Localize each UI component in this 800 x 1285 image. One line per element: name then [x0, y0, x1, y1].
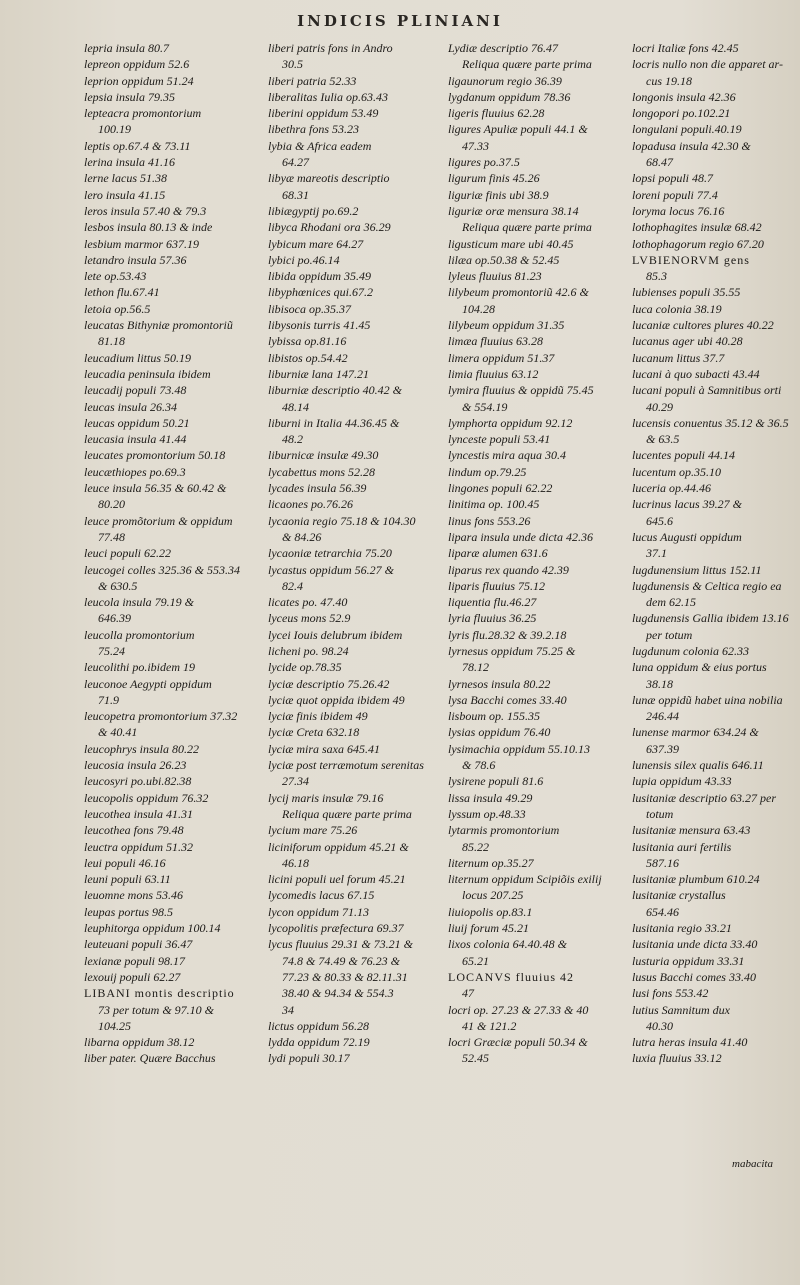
index-entry: lepreon oppidum 52.6	[84, 57, 190, 72]
index-entry: totum	[646, 806, 674, 821]
index-entry: 637.39	[646, 741, 679, 756]
index-entry: lexianæ populi 98.17	[84, 953, 185, 968]
index-entry: 100.19	[98, 122, 131, 137]
index-entry: lyrnesos insula 80.22	[448, 676, 551, 691]
index-entry: lycide op.78.35	[268, 660, 342, 675]
index-entry: 64.27	[282, 155, 309, 170]
index-entry: liciniforum oppidum 45.21 &	[268, 839, 409, 854]
index-entry: lysias oppidum 76.40	[448, 725, 551, 740]
index-entry: linus fons 553.26	[448, 513, 531, 528]
index-entry: 104.28	[462, 301, 495, 316]
index-entry: 65.21	[462, 953, 489, 968]
index-entry: lunensis silex qualis 646.11	[632, 758, 764, 773]
index-column-3	[448, 40, 630, 1067]
index-entry: lepria insula 80.7	[84, 41, 170, 55]
index-entry: lybici po.46.14	[268, 252, 340, 267]
index-entry: LOCANVS fluuius 42	[448, 969, 575, 984]
index-entry: lerina insula 41.16	[84, 155, 176, 170]
index-entry: 68.31	[282, 187, 309, 202]
index-entry: lothophagorum regio 67.20	[632, 236, 764, 251]
index-entry: liguriæ finis ubi 38.9	[448, 187, 549, 202]
index-entry: leuce insula 56.35 & 60.42 &	[84, 481, 227, 496]
index-entry: lycaoniæ tetrarchia 75.20	[268, 546, 392, 561]
index-entry: lycus fluuius 29.31 & 73.21 &	[268, 937, 413, 952]
index-entry: lutra heras insula 41.40	[632, 1035, 748, 1050]
index-entry: lycei Iouis delubrum ibidem	[268, 627, 403, 642]
index-entry: liuij forum 45.21	[448, 921, 530, 936]
index-entry: 37.1	[646, 546, 667, 561]
index-entry: lutius Samnitum dux	[632, 1002, 730, 1017]
index-entry: 47.33	[462, 138, 489, 153]
index-column-1	[84, 40, 266, 1067]
index-entry: lyssum op.48.33	[448, 806, 526, 821]
index-entry: locri Græciæ populi 50.34 &	[448, 1035, 588, 1050]
index-entry: dem 62.15	[646, 595, 696, 610]
index-entry: 27.34	[282, 774, 309, 789]
index-entry: lusi fons 553.42	[632, 986, 709, 1001]
index-entry: 646.39	[98, 611, 131, 626]
index-entry: letoia op.56.5	[84, 301, 151, 316]
index-entry: 40.29	[646, 399, 673, 414]
index-entry: lyria fluuius 36.25	[448, 611, 537, 626]
index-entry: lusitania auri fertilis	[632, 839, 732, 854]
index-entry: leuconoe Aegypti oppidum	[84, 676, 212, 691]
index-entry: lusus Bacchi comes 33.40	[632, 969, 756, 984]
index-entry: lingones populi 62.22	[448, 481, 553, 496]
index-entry: lucrinus lacus 39.27 &	[632, 497, 742, 512]
index-entry: longulani populi.40.19	[632, 122, 742, 137]
index-entry: liternum op.35.27	[448, 855, 534, 870]
index-entry: 48.14	[282, 399, 309, 414]
index-column-4	[632, 40, 800, 1067]
index-entry: leupas portus 98.5	[84, 904, 174, 919]
index-entry: leucothea fons 79.48	[84, 823, 184, 838]
index-entry: lucensis conuentus 35.12 & 36.5	[632, 415, 789, 430]
index-entry: liquentia flu.46.27	[448, 595, 537, 610]
index-entry: lucentum op.35.10	[632, 464, 721, 479]
index-entry: 81.18	[98, 334, 125, 349]
index-entry: libarna oppidum 38.12	[84, 1035, 195, 1050]
index-entry: linitima op. 100.45	[448, 497, 540, 512]
index-entry: libyæ mareotis descriptio	[268, 171, 390, 186]
index-entry: lilybeum oppidum 31.35	[448, 318, 565, 333]
index-entry: leucogei colles 325.36 & 553.34	[84, 562, 240, 577]
index-entry: leucas oppidum 50.21	[84, 415, 190, 430]
index-entry: LVBIENORVM gens	[632, 252, 750, 267]
index-entry: lilybeum promontoriũ 42.6 &	[448, 285, 589, 300]
index-entry: lycades insula 56.39	[268, 481, 367, 496]
index-entry: licates po. 47.40	[268, 595, 348, 610]
index-entry: Reliqua quære parte prima	[282, 806, 412, 821]
index-entry: lyncestis mira aqua 30.4	[448, 448, 566, 463]
index-entry: 78.12	[462, 660, 489, 675]
index-entry: lusitaniæ plumbum 610.24	[632, 872, 760, 887]
index-entry: 40.30	[646, 1018, 673, 1033]
index-entry: leucosyri po.ubi.82.38	[84, 774, 192, 789]
index-entry: liuiopolis op.83.1	[448, 904, 533, 919]
index-entry: leuphitorga oppidum 100.14	[84, 921, 221, 936]
index-entry: lucanus ager ubi 40.28	[632, 334, 743, 349]
index-entry: liburniæ lana 147.21	[268, 366, 370, 381]
index-entry: lycium mare 75.26	[268, 823, 358, 838]
index-entry: lyceus mons 52.9	[268, 611, 351, 626]
index-entry: lycon oppidum 71.13	[268, 904, 369, 919]
index-entry: loreni populi 77.4	[632, 187, 718, 202]
index-entry: lydda oppidum 72.19	[268, 1035, 370, 1050]
index-entry: longonis insula 42.36	[632, 89, 736, 104]
index-entry: 38.40 & 94.34 & 554.3	[282, 986, 394, 1001]
index-entry: Reliqua quære parte prima	[462, 220, 592, 235]
index-entry: luca colonia 38.19	[632, 301, 722, 316]
index-entry: lindum op.79.25	[448, 464, 527, 479]
index-entry: lyleus fluuius 81.23	[448, 269, 542, 284]
index-entry: licaones po.76.26	[268, 497, 353, 512]
index-entry: LIBANI montis descriptio	[84, 986, 235, 1001]
index-entry: leros insula 57.40 & 79.3	[84, 203, 207, 218]
index-entry: leucosia insula 26.23	[84, 758, 187, 773]
index-entry: lusitania unde dicta 33.40	[632, 937, 758, 952]
index-entry: 38.18	[646, 676, 673, 691]
index-entry: lyciæ quot oppida ibidem 49	[268, 692, 405, 707]
index-entry: lyciæ Creta 632.18	[268, 725, 360, 740]
index-entry: lunense marmor 634.24 &	[632, 725, 759, 740]
index-entry: 104.25	[98, 1018, 131, 1033]
index-entry: locri op. 27.23 & 27.33 & 40	[448, 1002, 589, 1017]
index-entry: leucadia peninsula ibidem	[84, 366, 211, 381]
index-entry: leui populi 46.16	[84, 855, 166, 870]
index-entry: 73 per totum & 97.10 &	[98, 1002, 214, 1017]
index-entry: & 554.19	[462, 399, 508, 414]
index-entry: 52.45	[462, 1051, 489, 1066]
index-entry: lissa insula 49.29	[448, 790, 533, 805]
index-entry: lycij maris insulæ 79.16	[268, 790, 384, 805]
index-entry: limæa fluuius 63.28	[448, 334, 544, 349]
index-column-2	[268, 40, 450, 1067]
index-entry: licheni po. 98.24	[268, 643, 349, 658]
index-entry: 30.5	[282, 57, 303, 72]
index-entry: lupia oppidum 43.33	[632, 774, 732, 789]
index-entry: lugdunensis & Celtica regio ea	[632, 578, 782, 593]
index-entry: 46.18	[282, 855, 309, 870]
index-entry: lucani à quo subacti 43.44	[632, 366, 760, 381]
index-entry: 75.24	[98, 643, 125, 658]
index-entry: lymira fluuius & oppidũ 75.45	[448, 383, 594, 398]
index-entry: liberi patris fons in Andro	[268, 41, 393, 55]
index-entry: Reliqua quære parte prima	[462, 57, 592, 72]
index-entry: lymphorta oppidum 92.12	[448, 415, 573, 430]
index-entry: lero insula 41.15	[84, 187, 166, 202]
index-entry: lydi populi 30.17	[268, 1051, 350, 1066]
index-entry: lusitania regio 33.21	[632, 921, 732, 936]
index-entry: libysonis turris 41.45	[268, 318, 371, 333]
index-entry: leuomne mons 53.46	[84, 888, 183, 903]
index-entry: leptis op.67.4 & 73.11	[84, 138, 191, 153]
index-entry: lucani populi à Samnitibus orti	[632, 383, 782, 398]
index-entry: lyciæ descriptio 75.26.42	[268, 676, 390, 691]
index-entry: leprion oppidum 51.24	[84, 73, 194, 88]
index-entry: limia fluuius 63.12	[448, 366, 539, 381]
index-entry: lysirene populi 81.6	[448, 774, 544, 789]
index-entry: leucolla promontorium	[84, 627, 195, 642]
index-entry: leucadij populi 73.48	[84, 383, 187, 398]
index-entry: libida oppidum 35.49	[268, 269, 372, 284]
index-entry: lycopolitis præfectura 69.37	[268, 921, 404, 936]
index-entry: lusitaniæ descriptio 63.27 per	[632, 790, 776, 805]
index-entry: cus 19.18	[646, 73, 692, 88]
index-entry: ligurum finis 45.26	[448, 171, 540, 186]
index-entry: libethra fons 53.23	[268, 122, 360, 137]
index-entry: lesbium marmor 637.19	[84, 236, 200, 251]
index-entry: lyris flu.28.32 & 39.2.18	[448, 627, 567, 642]
index-entry: 48.2	[282, 432, 303, 447]
index-entry: 68.47	[646, 155, 673, 170]
index-entry: luxia fluuius 33.12	[632, 1051, 722, 1066]
index-entry: leucadium littus 50.19	[84, 350, 191, 365]
index-entry: liburnicæ insulæ 49.30	[268, 448, 379, 463]
index-entry: leucasia insula 41.44	[84, 432, 187, 447]
index-entry: lybia & Africa eadem	[268, 138, 372, 153]
index-entry: libisoca op.35.37	[268, 301, 351, 316]
index-entry: lysimachia oppidum 55.10.13	[448, 741, 590, 756]
index-entry: lucentes populi 44.14	[632, 448, 735, 463]
index-entry: liparis fluuius 75.12	[448, 578, 546, 593]
index-entry: lycomedis lacus 67.15	[268, 888, 375, 903]
index-entry: lusitaniæ mensura 63.43	[632, 823, 751, 838]
index-entry: 41 & 121.2	[462, 1018, 517, 1033]
index-entry: liparus rex quando 42.39	[448, 562, 569, 577]
index-entry: 587.16	[646, 855, 679, 870]
index-entry: lysa Bacchi comes 33.40	[448, 692, 567, 707]
index-entry: lilæa op.50.38 & 52.45	[448, 252, 560, 267]
index-entry: lytarmis promontorium	[448, 823, 560, 838]
index-entry: liberi patria 52.33	[268, 73, 357, 88]
page-header: INDICIS PLINIANI	[297, 12, 503, 30]
index-entry: lycaonia regio 75.18 & 104.30	[268, 513, 416, 528]
index-entry: 246.44	[646, 709, 679, 724]
index-entry: lugdunensium littus 152.11	[632, 562, 762, 577]
index-entry: per totum	[646, 627, 693, 642]
index-entry: 82.4	[282, 578, 303, 593]
index-entry: lycastus oppidum 56.27 &	[268, 562, 394, 577]
index-entry: lugdunensis Gallia ibidem 13.16	[632, 611, 789, 626]
index-entry: lerne lacus 51.38	[84, 171, 167, 186]
index-entry: lucaniæ cultores plures 40.22	[632, 318, 774, 333]
index-entry: lyrnesus oppidum 75.25 &	[448, 643, 576, 658]
index-entry: ligusticum mare ubi 40.45	[448, 236, 574, 251]
index-entry: liberalitas Iulia op.63.43	[268, 89, 388, 104]
index-entry: lopsi populi 48.7	[632, 171, 714, 186]
index-entry: ligaunorum regio 36.39	[448, 73, 562, 88]
index-entry: leucas insula 26.34	[84, 399, 177, 414]
index-entry: lybicum mare 64.27	[268, 236, 364, 251]
index-entry: liburniæ descriptio 40.42 &	[268, 383, 403, 398]
index-entry: limera oppidum 51.37	[448, 350, 555, 365]
index-entry: leucola insula 79.19 &	[84, 595, 194, 610]
catchword: mabacita	[732, 1158, 773, 1170]
index-entry: lyciæ post terræmotum serenitas	[268, 758, 424, 773]
index-entry: liguriæ oræ mensura 38.14	[448, 203, 579, 218]
index-entry: lycabettus mons 52.28	[268, 464, 375, 479]
index-entry: 34	[282, 1002, 294, 1017]
index-entry: ligures po.37.5	[448, 155, 520, 170]
index-entry: leucolithi po.ibidem 19	[84, 660, 195, 675]
index-entry: licini populi uel forum 45.21	[268, 872, 406, 887]
index-entry: ligures Apuliæ populi 44.1 &	[448, 122, 588, 137]
index-entry: leucatas Bithyniæ promontoriũ	[84, 318, 233, 333]
index-entry: 74.8 & 74.49 & 76.23 &	[282, 953, 401, 968]
index-entry: lopadusa insula 42.30 &	[632, 138, 751, 153]
index-entry: leucopolis oppidum 76.32	[84, 790, 209, 805]
index-entry: luceria op.44.46	[632, 481, 711, 496]
index-entry: lethon flu.67.41	[84, 285, 160, 300]
index-entry: 85.22	[462, 839, 489, 854]
index-entry: & 78.6	[462, 758, 496, 773]
index-entry: lusturia oppidum 33.31	[632, 953, 745, 968]
index-entry: 654.46	[646, 904, 679, 919]
index-entry: locus 207.25	[462, 888, 524, 903]
index-entry: lybissa op.81.16	[268, 334, 347, 349]
index-entry: leuteuani populi 36.47	[84, 937, 193, 952]
index-entry: lubienses populi 35.55	[632, 285, 741, 300]
index-entry: lete op.53.43	[84, 269, 147, 284]
index-entry: lyciæ mira saxa 645.41	[268, 741, 380, 756]
index-entry: liberini oppidum 53.49	[268, 106, 379, 121]
index-entry: 645.6	[646, 513, 673, 528]
index-entry: lesbos insula 80.13 & inde	[84, 220, 213, 235]
index-entry: leucæthiopes po.69.3	[84, 464, 186, 479]
index-entry: locri Italiæ fons 42.45	[632, 41, 739, 55]
index-entry: letandro insula 57.36	[84, 252, 187, 267]
index-entry: lipara insula unde dicta 42.36	[448, 529, 593, 544]
index-entry: 77.48	[98, 529, 125, 544]
index-entry: leucates promontorium 50.18	[84, 448, 226, 463]
index-entry: leucothea insula 41.31	[84, 806, 193, 821]
index-entry: lunæ oppidũ habet uina nobilia	[632, 692, 783, 707]
index-entry: lygdanum oppidum 78.36	[448, 89, 571, 104]
index-entry: leuci populi 62.22	[84, 546, 171, 561]
index-entry: liber pater. Quære Bacchus	[84, 1051, 216, 1066]
index-entry: 71.9	[98, 692, 119, 707]
index-entry: lynceste populi 53.41	[448, 432, 551, 447]
index-entry: luna oppidum & eius portus	[632, 660, 767, 675]
index-entry: lugdunum colonia 62.33	[632, 643, 749, 658]
index-entry: lepsia insula 79.35	[84, 89, 176, 104]
index-entry: 77.23 & 80.33 & 82.11.31	[282, 969, 408, 984]
index-entry: leuce promõtorium & oppidum	[84, 513, 233, 528]
index-entry: libistos op.54.42	[268, 350, 348, 365]
index-entry: lucanum littus 37.7	[632, 350, 725, 365]
index-entry: lusitaniæ crystallus	[632, 888, 726, 903]
index-entry: libyca Rhodani ora 36.29	[268, 220, 391, 235]
index-entry: libiægyptij po.69.2	[268, 203, 359, 218]
index-entry: & 84.26	[282, 529, 322, 544]
index-entry: 80.20	[98, 497, 125, 512]
index-entry: locris nullo non die apparet ar-	[632, 57, 783, 72]
index-entry: lyciæ finis ibidem 49	[268, 709, 368, 724]
index-entry: leucopetra promontorium 37.32	[84, 709, 238, 724]
index-entry: lexouij populi 62.27	[84, 969, 181, 984]
index-entry: lucus Augusti oppidum	[632, 529, 742, 544]
index-entry: & 63.5	[646, 432, 680, 447]
index-entry: 47	[462, 986, 474, 1001]
index-entry: leucophrys insula 80.22	[84, 741, 199, 756]
index-entry: liternum oppidum Scipiõis exilij	[448, 872, 602, 887]
index-entry: lisboum op. 155.35	[448, 709, 541, 724]
index-entry: lictus oppidum 56.28	[268, 1018, 369, 1033]
index-entry: loryma locus 76.16	[632, 203, 725, 218]
index-entry: & 40.41	[98, 725, 138, 740]
index-entry: liparæ alumen 631.6	[448, 546, 548, 561]
index-entry: & 630.5	[98, 578, 138, 593]
index-entry: longopori po.102.21	[632, 106, 731, 121]
index-entry: liburni in Italia 44.36.45 &	[268, 415, 400, 430]
index-entry: leuni populi 63.11	[84, 872, 171, 887]
index-entry: libyphœnices qui.67.2	[268, 285, 373, 300]
index-entry: leuctra oppidum 51.32	[84, 839, 193, 854]
index-entry: Lydiæ descriptio 76.47	[448, 41, 558, 55]
index-entry: ligeris fluuius 62.28	[448, 106, 545, 121]
index-entry: 85.3	[646, 269, 667, 284]
index-entry: lepteacra promontorium	[84, 106, 202, 121]
index-entry: lixos colonia 64.40.48 &	[448, 937, 567, 952]
index-entry: lothophagites insulæ 68.42	[632, 220, 762, 235]
